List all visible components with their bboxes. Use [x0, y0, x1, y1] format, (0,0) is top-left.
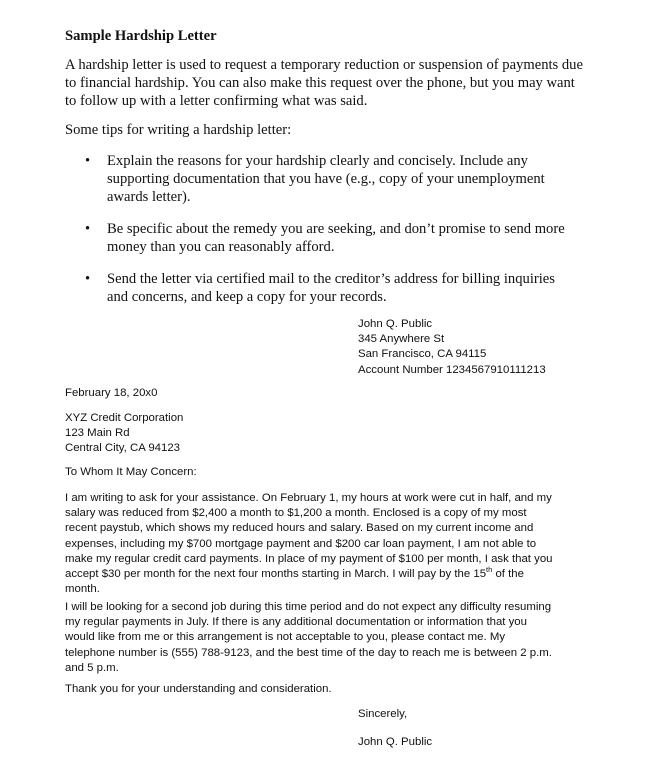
- tip-item: [85, 220, 575, 256]
- body-line: recent paystub, which shows my reduced hours and salary. Based on my current income and: [65, 522, 534, 535]
- bullet-icon: •: [85, 221, 91, 237]
- recipient-company: XYZ Credit Corporation: [65, 412, 184, 424]
- body-line: salary was reduced from $2,400 a month to $1,200 a month. Enclosed is a copy of my most: [65, 507, 527, 520]
- recipient-address: [65, 411, 183, 457]
- body-line: would like from me or this arrangement is not acceptable to you, please contact me. My: [65, 631, 506, 644]
- tip-item: [85, 270, 575, 306]
- sender-name: John Q. Public: [358, 318, 433, 330]
- tip-text: Explain the reasons for your hardship clearly and concisely. Include any supporting documentation that you have (e.g., copy of your unemployment awards letter).: [107, 153, 545, 205]
- tip-text: Send the letter via certified mail to the creditor’s address for billing inquiries and concerns, and keep a copy for your records.: [107, 271, 555, 305]
- body-line: I will be looking for a second job during this time period and do not expect any difficulty resuming: [65, 601, 552, 613]
- signature-name: John Q. Public: [358, 736, 433, 748]
- body-line: make my regular credit card payments. In place of my payment of $100 per month, I ask that you: [65, 552, 553, 565]
- recipient-city: Central City, CA 94123: [65, 442, 181, 455]
- body-line-text: accept $30 per month for the next four months starting in March. I will pay by the 15: [65, 568, 487, 581]
- bullet-icon: •: [85, 271, 91, 287]
- bullet-icon: •: [85, 153, 91, 169]
- body-line: [65, 567, 585, 582]
- body-line: month.: [65, 583, 100, 596]
- body-line: expenses, including my $700 mortgage payment and $200 car loan payment, I am not able to: [65, 537, 537, 550]
- intro-paragraph: A hardship letter is used to request a temporary reduction or suspension of payments due to financial hardship. You can also make this request over the phone, but you may want to follow up with a letter confirming what was said.: [65, 57, 583, 109]
- sender-city: San Francisco, CA 94115: [358, 348, 487, 361]
- sender-address: [358, 317, 546, 378]
- tip-text: Be specific about the remedy you are seeking, and don’t promise to send more money than you can reasonably afford.: [107, 221, 565, 255]
- tip-item: [85, 152, 575, 206]
- tips-heading: Some tips for writing a hardship letter:: [65, 122, 292, 138]
- sender-account-number: Account Number 1234567910111213: [358, 363, 546, 376]
- body-paragraph-2: [65, 600, 585, 676]
- sender-street: 345 Anywhere St: [358, 333, 445, 346]
- letter-date: February 18, 20x0: [65, 387, 158, 399]
- closing: Sincerely,: [358, 708, 408, 720]
- tips-list: [85, 152, 575, 320]
- body-line: my regular payments in July. If there is any additional documentation or information that you: [65, 616, 527, 629]
- document-title: Sample Hardship Letter: [65, 28, 217, 44]
- recipient-street: 123 Main Rd: [65, 427, 130, 440]
- salutation: To Whom It May Concern:: [65, 466, 197, 478]
- body-line: I am writing to ask for your assistance. On February 1, my hours at work were cut in half, and my: [65, 492, 552, 504]
- ordinal-suffix: th: [486, 565, 493, 575]
- thank-you-line: Thank you for your understanding and consideration.: [65, 683, 332, 695]
- body-paragraph-1: [65, 491, 585, 597]
- body-line: telephone number is (555) 788-9123, and the best time of the day to reach me is between 2 p.m.: [65, 646, 552, 659]
- body-line: and 5 p.m.: [65, 661, 119, 674]
- body-line-text: of the: [492, 568, 524, 581]
